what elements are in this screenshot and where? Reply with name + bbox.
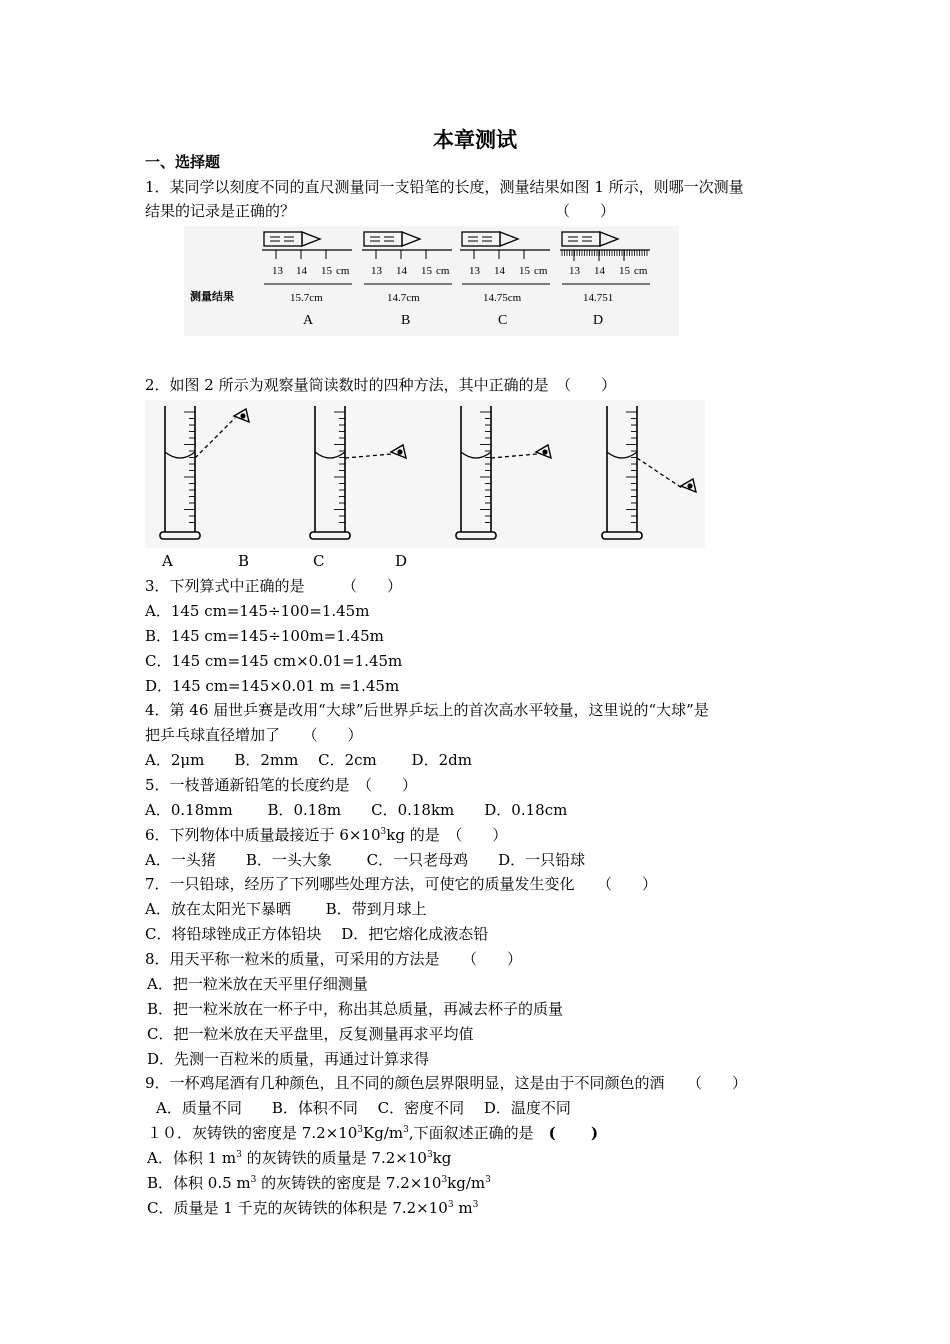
measurement-result: 14.7cm: [387, 292, 420, 304]
question-4-line-1: 4．第 46 届世乒赛是改用“大球”后世界乒坛上的首次高水平较量，这里说的“大球”是: [145, 701, 709, 719]
unit-label: cm: [436, 265, 450, 277]
unit-label: cm: [634, 265, 648, 277]
question-1-text: 结果的记录是正确的？: [145, 202, 296, 220]
question-10-option-b: [147, 1173, 491, 1193]
question-7-stem: 7．一只铅球，经历了下列哪些处理方法，可使它的质量发生变化 （ ）: [145, 875, 658, 893]
question-1-line-1: 1．某同学以刻度不同的直尺测量同一支铅笔的长度，测量结果如图 1 所示，则哪一次测量: [145, 178, 744, 196]
question-10-stem: [147, 1123, 598, 1143]
text: m: [453, 1199, 473, 1217]
eye-pupil: [687, 483, 692, 488]
tick-label: 14: [396, 265, 407, 277]
text: A．体积 1 m: [147, 1149, 237, 1167]
text: 的灰铸铁的质量是 7.2×10: [241, 1149, 427, 1167]
text: ,下面叙述正确的是: [408, 1124, 549, 1142]
cylinder-figure: [145, 400, 705, 548]
question-7-options-2: C．将铅球锉成正方体铅块 D．把它熔化成液态铅: [145, 925, 489, 943]
superscript: 3: [380, 827, 387, 837]
tick-label: 14: [594, 265, 605, 277]
question-7-options-1: A．放在太阳光下暴晒 B．带到月球上: [145, 900, 427, 918]
text: kg/m: [447, 1174, 486, 1192]
question-9-options: A．质量不同 B．体积不同 C．密度不同 D．温度不同: [156, 1099, 571, 1117]
question-4-options: A．2μm B．2mm C．2cm D．2dm: [145, 751, 472, 769]
question-3-option-a: A．145 cm=145÷100=1.45m: [145, 602, 370, 620]
text: kg 的是 （ ）: [386, 826, 508, 844]
tick-label: 13: [371, 265, 382, 277]
superscript: 3: [447, 1200, 454, 1210]
question-3-option-b: B．145 cm=145÷100m=1.45m: [145, 627, 384, 645]
superscript: 3: [441, 1175, 448, 1185]
question-4-line-2: 把乒乓球直径增加了 （ ）: [145, 726, 363, 744]
tick-label: 15: [619, 265, 630, 277]
page-title: 本章测试: [433, 127, 517, 152]
question-3-option-d: D．145 cm=145×0.01 m =1.45m: [145, 677, 400, 695]
question-8-option-b: B．把一粒米放在一杯子中，称出其总质量，再减去杯子的质量: [147, 1000, 564, 1018]
tick-label: 15: [421, 265, 432, 277]
superscript: 3: [472, 1200, 479, 1210]
text: １０．灰铸铁的密度是 7.2×10: [147, 1124, 358, 1142]
figure-2-label-b: B: [238, 552, 250, 570]
tick-label: 13: [569, 265, 580, 277]
answer-paren: ( ): [548, 1124, 599, 1142]
text: Kg/m: [363, 1124, 404, 1142]
tick-label: 13: [272, 265, 283, 277]
question-8-option-c: C．把一粒米放在天平盘里，反复测量再求平均值: [147, 1025, 474, 1043]
superscript: 3: [357, 1125, 364, 1135]
option-label: C: [498, 313, 508, 328]
option-label: B: [401, 313, 411, 328]
question-8-option-a: A．把一粒米放在天平里仔细测量: [147, 975, 368, 993]
question-10-option-c: [147, 1198, 478, 1218]
question-8-stem: 8．用天平称一粒米的质量，可采用的方法是 （ ）: [145, 950, 523, 968]
question-3-stem: 3．下列算式中正确的是 （ ）: [145, 577, 403, 595]
figure-2-label-a: A: [162, 552, 173, 570]
question-6-stem: [145, 825, 507, 845]
superscript: 3: [236, 1150, 242, 1160]
eye-pupil: [397, 449, 402, 454]
option-label: A: [303, 313, 314, 328]
tick-label: 14: [494, 265, 505, 277]
question-2-line: 2．如图 2 所示为观察量筒读数时的四种方法，其中正确的是 （ ）: [145, 376, 617, 394]
question-1-line-2: [145, 201, 616, 221]
figure-2-label-c: C: [313, 552, 325, 570]
tick-label: 13: [469, 265, 480, 277]
text: B．体积 0.5 m: [147, 1174, 251, 1192]
superscript: 3: [426, 1150, 433, 1160]
eye-pupil: [542, 449, 547, 454]
question-8-option-d: D．先测一百粒米的质量，再通过计算求得: [147, 1050, 430, 1068]
text: kg: [432, 1149, 452, 1167]
measurement-row-label: 测量结果: [190, 291, 234, 303]
text: C．质量是 1 千克的灰铸铁的体积是 7.2×10: [147, 1199, 448, 1217]
measurement-result: 14.751: [583, 292, 614, 304]
ruler-figure: [184, 226, 679, 336]
answer-paren: （ ）: [555, 202, 616, 220]
question-6-options: A．一头猪 B．一头大象 C．一只老母鸡 D．一只铅球: [145, 851, 586, 869]
eye-pupil: [240, 413, 245, 418]
option-label: D: [593, 313, 604, 328]
tick-label: 14: [296, 265, 307, 277]
tick-label: 15: [321, 265, 332, 277]
section-heading: 一、选择题: [145, 153, 221, 171]
question-3-option-c: C．145 cm=145 cm×0.01=1.45m: [145, 652, 403, 670]
measurement-result: 15.7cm: [290, 292, 323, 304]
question-10-option-a: [147, 1148, 451, 1168]
unit-label: cm: [336, 265, 350, 277]
tick-label: 15: [519, 265, 530, 277]
question-5-options: A．0.18mm B．0.18m C．0.18km D．0.18cm: [145, 801, 568, 819]
unit-label: cm: [534, 265, 548, 277]
measurement-result: 14.75cm: [483, 292, 522, 304]
text: 的灰铸铁的密度是 7.2×10: [256, 1174, 442, 1192]
superscript: 3: [403, 1125, 409, 1135]
text: 6．下列物体中质量最接近于 6×10: [145, 826, 381, 844]
question-9-stem: 9．一杯鸡尾酒有几种颜色，且不同的颜色层界限明显，这是由于不同颜色的酒 （ ）: [145, 1074, 748, 1092]
superscript: 3: [250, 1175, 257, 1185]
figure-2-label-d: D: [395, 552, 408, 570]
superscript: 3: [485, 1175, 491, 1185]
question-5-stem: 5．一枝普通新铅笔的长度约是 （ ）: [145, 776, 418, 794]
